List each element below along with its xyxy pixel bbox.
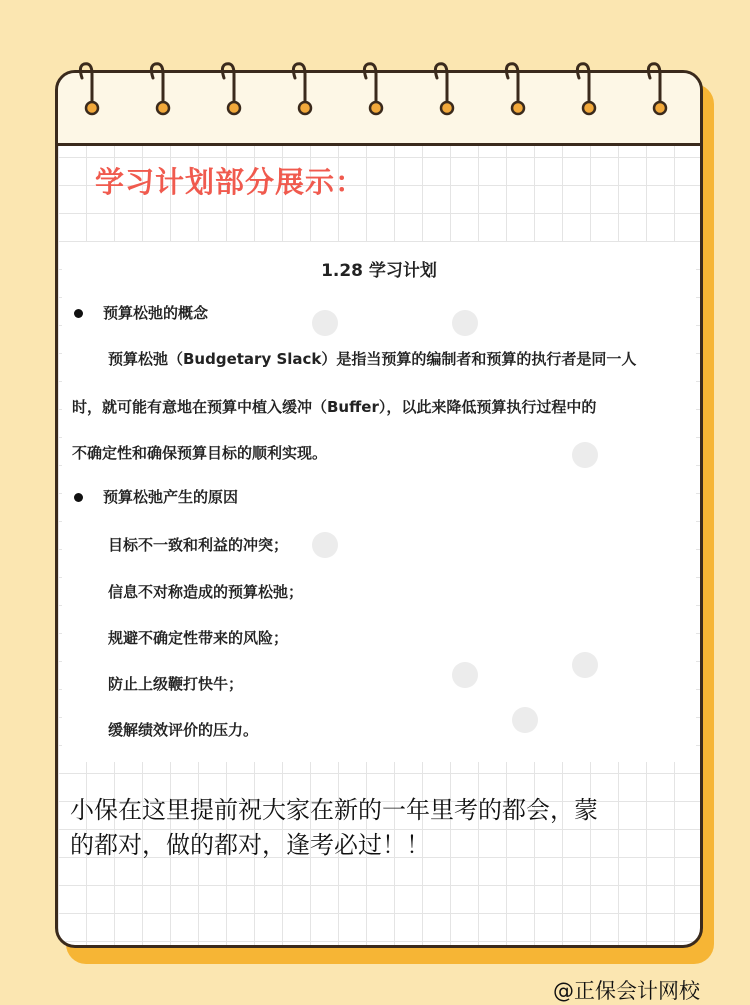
spiral-ring-icon (431, 56, 461, 120)
cause-item: 信息不对称造成的预算松弛； (108, 583, 304, 601)
paragraph-line: 不确定性和确保预算目标的顺利实现。 (72, 444, 328, 462)
cause-item: 目标不一致和利益的冲突； (108, 536, 289, 554)
watermark-logo-icon (512, 707, 538, 733)
spiral-rings (0, 56, 750, 126)
spiral-ring-icon (644, 56, 674, 120)
watermark-logo-icon (572, 442, 598, 468)
spiral-ring-icon (502, 56, 532, 120)
spiral-ring-icon (360, 56, 390, 120)
spiral-ring-icon (218, 56, 248, 120)
paragraph-line: 时，就可能有意地在预算中植入缓冲（Buffer），以此来降低预算执行过程中的 (72, 398, 597, 416)
cause-item: 防止上级鞭打快牛； (108, 675, 244, 693)
spiral-ring-icon (289, 56, 319, 120)
watermark-logo-icon (572, 652, 598, 678)
watermark-logo-icon (312, 532, 338, 558)
bullet-dot-icon (74, 493, 83, 502)
wish-line: 小保在这里提前祝大家在新的一年里考的都会，蒙 (70, 796, 598, 824)
bullet-text: 预算松弛产生的原因 (103, 488, 239, 506)
new-year-wish (70, 793, 700, 863)
watermark-logo-icon (312, 310, 338, 336)
spiral-ring-icon (147, 56, 177, 120)
watermark-logo-icon (452, 662, 478, 688)
bullet-concept (74, 302, 208, 323)
bullet-causes (74, 486, 238, 507)
bullet-dot-icon (74, 309, 83, 318)
wish-line: 的都对，做的都对，逢考必过！！ (70, 831, 430, 859)
spiral-ring-icon (573, 56, 603, 120)
cause-item: 缓解绩效评价的压力。 (108, 721, 259, 739)
watermark-logo-icon (452, 310, 478, 336)
paragraph-line: 预算松弛（Budgetary Slack）是指当预算的编制者和预算的执行者是同一人 (108, 350, 637, 368)
bullet-text: 预算松弛的概念 (103, 304, 209, 322)
document-title: 1.28 学习计划 (321, 261, 437, 281)
brand-credit: @正保会计网校 (553, 979, 700, 1003)
section-heading: 学习计划部分展示： (95, 165, 366, 199)
spiral-ring-icon (76, 56, 106, 120)
cause-item: 规避不确定性带来的风险； (108, 629, 289, 647)
study-plan-document (62, 242, 696, 762)
